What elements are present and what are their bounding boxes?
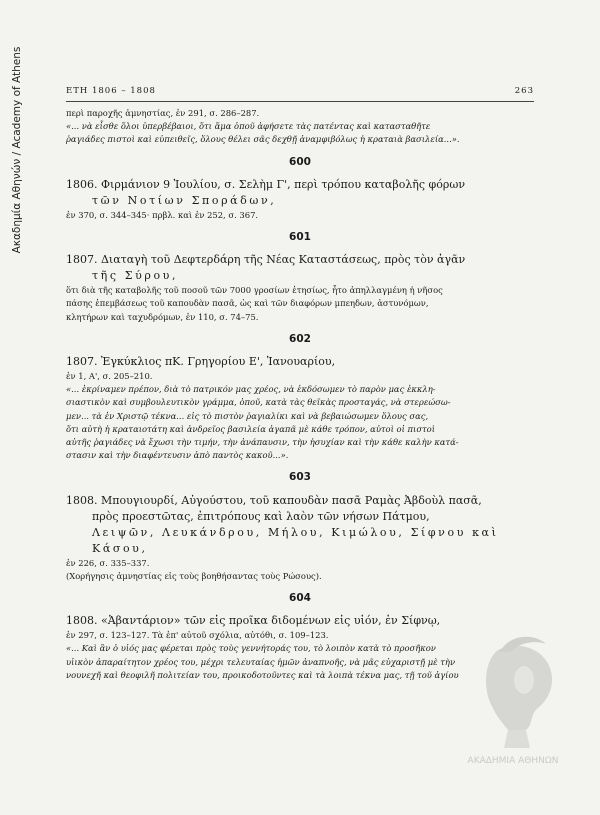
entry-number: 604 bbox=[289, 592, 311, 605]
entry-number: 602 bbox=[289, 332, 311, 345]
entry-quote-line: αὐτῆς ῥαγιάδες νὰ ἔχωσι τὴν τιμήν, τὴν ἀνάπαυσιν, τὴν ἡσυχίαν καὶ τὴν κάθε καλὴν κατά- bbox=[66, 437, 459, 448]
entry-number: 601 bbox=[289, 231, 311, 244]
top-quote-line: ῥαγιάδες πιστοὶ καὶ εὐπειθεῖς, ὅλους θέλει σᾶς δεχθῇ ἀναμφιβόλως ἡ κραταιὰ βασιλεία...». bbox=[66, 134, 460, 145]
entry-ref: ἐν 1, Α', σ. 205–210. bbox=[66, 371, 153, 382]
entry-number: 603 bbox=[289, 471, 311, 484]
entry-quote-line: νουνεχῆ καὶ θεοφιλῆ πολιτείαν του, προικοδοτοῦντες καὶ τὰ λοιπὰ τέκνα μας, τῇ τοῦ ἁγίου bbox=[66, 669, 459, 680]
entry-heading-cont: Λειψῶν, Λευκάνδρου, Μήλου, Κιμώλου, Σίφνου καὶ bbox=[92, 525, 499, 539]
entry-603 bbox=[66, 493, 534, 557]
header-rule bbox=[66, 101, 534, 102]
entry-heading: 1807. Ἐγκύκλιος πΚ. Γρηγορίου Ε', Ἰανουαρίου, bbox=[66, 355, 336, 369]
entry-quote-line: στασιν καὶ τὴν διαφέντευσιν ἀπὸ παντὸς κακοῦ...». bbox=[66, 450, 289, 461]
watermark-text: ΑΚΑΔΗΜΙΑ ΑΘΗΝΩΝ bbox=[467, 756, 559, 766]
entry-text: ὅτι διὰ τῆς καταβολῆς τοῦ ποσοῦ τῶν 7000 γροσίων ἐτησίως, ἦτο ἀπηλλαγμένη ἡ νῆσος bbox=[66, 285, 443, 296]
running-head bbox=[66, 86, 534, 102]
entry-quote-line: σιαστικὸν καὶ συμβουλευτικὸν γράμμα, ὁποῦ, κατὰ τὰς θεϊκὰς προσταγάς, νὰ στερεώσω- bbox=[66, 397, 451, 408]
page-number: 263 bbox=[514, 86, 534, 96]
entry-quote-line: ὅτι αὐτὴ ἡ κραταιοτάτη καὶ ἀνδρεῖος βασιλεία ἀγαπᾶ μὲ κάθε τρόπον, αὐτοὶ οἱ πιστοὶ bbox=[66, 423, 435, 434]
side-label-text: Ακαδημία Αθηνών / Academy of Athens bbox=[11, 46, 23, 254]
entry-quote-line: «... ἐκρίναμεν πρέπον, διὰ τὸ πατρικόν μας χρέος, νὰ ἐκδόσωμεν τὸ παρὸν μας ἐκκλη- bbox=[66, 384, 436, 395]
entry-quote-line: μεν... τὰ ἐν Χριστῷ τέκνα... εἰς τὸ πιστὸν ῥαγιαλίκι καὶ νὰ βεβαιώσωμεν ὅλους σας, bbox=[66, 410, 429, 421]
entry-quote-line: υἱικὸν ἀπαραίτητον χρέος του, μέχρι τελευταίας ἡμῶν ἀναπνοῆς, νὰ μᾶς εὐχαριστῇ μὲ τὴν bbox=[66, 656, 456, 667]
entry-text: πάσης ἐπεμβάσεως τοῦ καπουδὰν πασᾶ, ὡς καὶ τῶν διαφόρων μπεηδων, ἀστυνόμων, bbox=[66, 298, 429, 309]
entry-ref: ἐν 226, σ. 335–337. bbox=[66, 557, 150, 568]
entry-heading: 1808. Μπουγιουρδί, Αὐγούστου, τοῦ καπουδὰν πασᾶ Ραμὰς Ἀβδοὺλ πασᾶ, bbox=[66, 493, 482, 507]
entry-ref: ἐν 370, σ. 344–345· πρβλ. καὶ ἐν 252, σ. 367. bbox=[66, 209, 259, 220]
entry-602 bbox=[66, 354, 534, 370]
athena-head-icon bbox=[438, 630, 588, 770]
entry-note: (Χορήγησις ἀμνηστίας εἰς τοὺς βοηθήσαντας τοὺς Ρώσους). bbox=[66, 570, 322, 581]
entry-number: 600 bbox=[289, 155, 311, 168]
running-head-title: ΕΤΗ 1806 – 1808 bbox=[66, 86, 156, 96]
top-quote-line: «... νὰ εἶσθε ὅλοι ὑπερβέβαιοι, ὅτι ἅμα ὁποῦ ἀφήσετε τὰς πατέντας καὶ κατασταθῆτε bbox=[66, 121, 431, 132]
entry-heading-cont: Κάσου, bbox=[92, 541, 148, 555]
entry-heading-cont: τῶν Νοτίων Σποράδων, bbox=[92, 193, 277, 207]
archive-side-label bbox=[8, 40, 26, 260]
entry-600 bbox=[66, 177, 534, 209]
entry-heading-cont: τῆς Σύρου, bbox=[92, 269, 179, 283]
entry-heading-cont: πρὸς προεστῶτας, ἐπιτρόπους καὶ λαὸν τῶν νήσων Πάτμου, bbox=[92, 509, 430, 523]
entry-heading: 1808. «Ἀβαντάριον» τῶν εἰς προῖκα διδομένων εἰς υἱόν, ἐν Σίφνῳ, bbox=[66, 614, 441, 628]
entry-ref: ἐν 297, σ. 123–127. Τὰ ἐπ' αὐτοῦ σχόλια, αὐτόθι, σ. 109–123. bbox=[66, 630, 329, 641]
entry-heading: 1806. Φιρμάνιον 9 Ἰουλίου, σ. Σελὴμ Γ', περὶ τρόπου καταβολῆς φόρων bbox=[66, 177, 466, 191]
entry-604 bbox=[66, 613, 534, 629]
entry-601 bbox=[66, 252, 534, 284]
entry-text: κλητήρων καὶ ταχυδρόμων, ἐν 110, σ. 74–75. bbox=[66, 311, 259, 322]
top-ref: περὶ παροχῆς ἀμνηστίας, ἐν 291, σ. 286–287. bbox=[66, 108, 260, 118]
entry-quote-line: «... Καὶ ἂν ὁ υἱός μας φέρεται πρὸς τοὺς γεννήτοράς του, τὸ λοιπὸν κατὰ τὸ προσῆκον bbox=[66, 643, 436, 654]
entry-heading: 1807. Διαταγὴ τοῦ Δεφτερδάρη τῆς Νέας Καταστάσεως, πρὸς τὸν ἀγᾶν bbox=[66, 253, 466, 267]
academy-watermark bbox=[438, 630, 588, 770]
page-body bbox=[66, 107, 534, 682]
